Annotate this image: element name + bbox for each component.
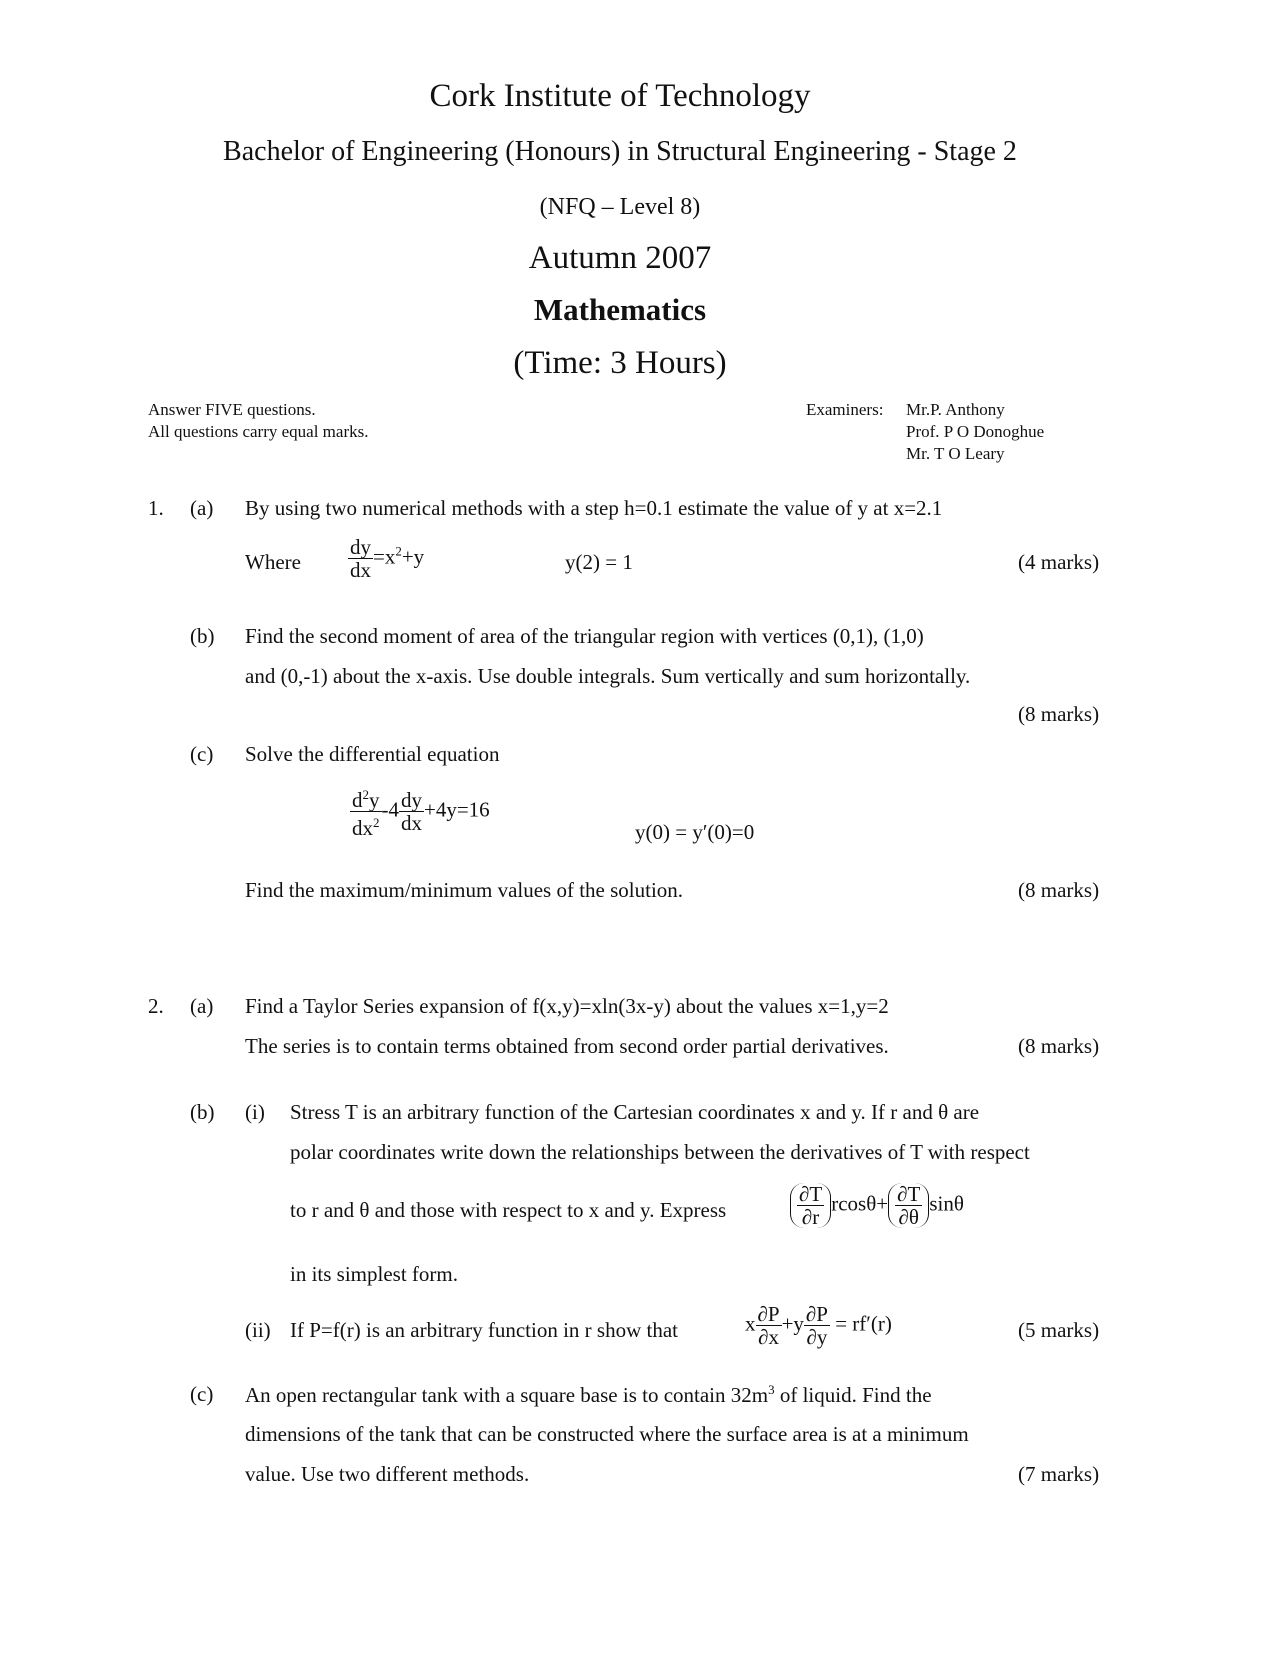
q2a-line-2: The series is to contain terms obtained from second order partial derivatives. [245, 1034, 889, 1058]
instruction-line-2: All questions carry equal marks. [148, 422, 369, 441]
part-label: (c) [190, 1382, 214, 1406]
q1c-condition: y(0) = y′(0)=0 [635, 820, 755, 844]
marks: (7 marks) [1018, 1462, 1100, 1486]
q2b-i-line-3: to r and θ and those with respect to x and y. Express [290, 1198, 727, 1222]
institution-title: Cork Institute of Technology [429, 78, 811, 114]
q2c-line-3: value. Use two different methods. [245, 1462, 530, 1486]
part-label: (a) [190, 496, 214, 520]
where-label: Where [245, 550, 301, 574]
instruction-line-1: Answer FIVE questions. [148, 400, 316, 419]
part-label: (a) [190, 994, 214, 1018]
q1c-follow-up: Find the maximum/minimum values of the solution. [245, 878, 684, 902]
question-number: 1. [148, 496, 164, 520]
q2b-expression: $\frac{\partial T}{\partial r}$ rcosθ+ $\frac{\partial T}{\partial\theta}$ sinθ [790, 1183, 964, 1228]
sub-part-label: (ii) [245, 1318, 271, 1342]
part-label: (b) [190, 1100, 215, 1124]
programme-title: Bachelor of Engineering (Honours) in Structural Engineering - Stage 2 [223, 136, 1017, 167]
subject-title: Mathematics [533, 292, 707, 327]
marks: (8 marks) [1018, 702, 1100, 726]
marks: (8 marks) [1018, 1034, 1100, 1058]
q2b-i-line-2: polar coordinates write down the relationships between the derivatives of T with respect [290, 1140, 1030, 1164]
q1c-equation: $\frac{d^2y}{dx^2}$ -4 $\frac{dy}{dx}$ +4y=16 [350, 784, 490, 839]
nfq-level: (NFQ – Level 8) [539, 194, 701, 220]
examiner-name: Mr. T O Leary [906, 444, 1005, 463]
exam-duration: (Time: 3 Hours) [513, 345, 727, 381]
q1b-line-1: Find the second moment of area of the triangular region with vertices (0,1), (1,0) [245, 624, 924, 648]
q2c-line-2: dimensions of the tank that can be constructed where the surface area is at a minimum [245, 1422, 969, 1446]
q1a-condition: y(2) = 1 [565, 550, 633, 574]
q1c-text: Solve the differential equation [245, 742, 500, 766]
marks: (5 marks) [1018, 1318, 1100, 1342]
examiner-name: Mr.P. Anthony [906, 400, 1005, 419]
marks: (4 marks) [1018, 550, 1100, 574]
part-label: (c) [190, 742, 214, 766]
examiners-label: Examiners: [806, 400, 884, 419]
q2a-line-1: Find a Taylor Series expansion of f(x,y)=xln(3x-y) about the values x=1,y=2 [245, 994, 889, 1018]
q2b-i-line-4: in its simplest form. [290, 1262, 458, 1286]
q1a-equation: $\frac{dy}{dx}$ $=x^2+y$ [350, 535, 425, 582]
part-label: (b) [190, 624, 215, 648]
examiner-name: Prof. P O Donoghue [906, 422, 1045, 441]
q2b-ii-equation: x $\frac{\partial P}{\partial x}$ +y $\frac{\partial P}{\partial y}$ = rf′(r) [745, 1302, 892, 1349]
q1a-text: By using two numerical methods with a step h=0.1 estimate the value of y at x=2.1 [245, 496, 943, 520]
q2b-i-line-1: Stress T is an arbitrary function of the Cartesian coordinates x and y. If r and θ are [290, 1100, 980, 1124]
exam-session: Autumn 2007 [528, 240, 712, 276]
q1b-line-2: and (0,-1) about the x-axis. Use double integrals. Sum vertically and sum horizontally. [245, 664, 971, 688]
sub-part-label: (i) [245, 1100, 265, 1124]
q2b-ii-text: If P=f(r) is an arbitrary function in r show that [290, 1318, 678, 1342]
marks: (8 marks) [1018, 878, 1100, 902]
q2c-line-1: An open rectangular tank with a square base is to contain $32m^3$ of liquid. Find the [245, 1382, 932, 1407]
question-number: 2. [148, 994, 164, 1018]
